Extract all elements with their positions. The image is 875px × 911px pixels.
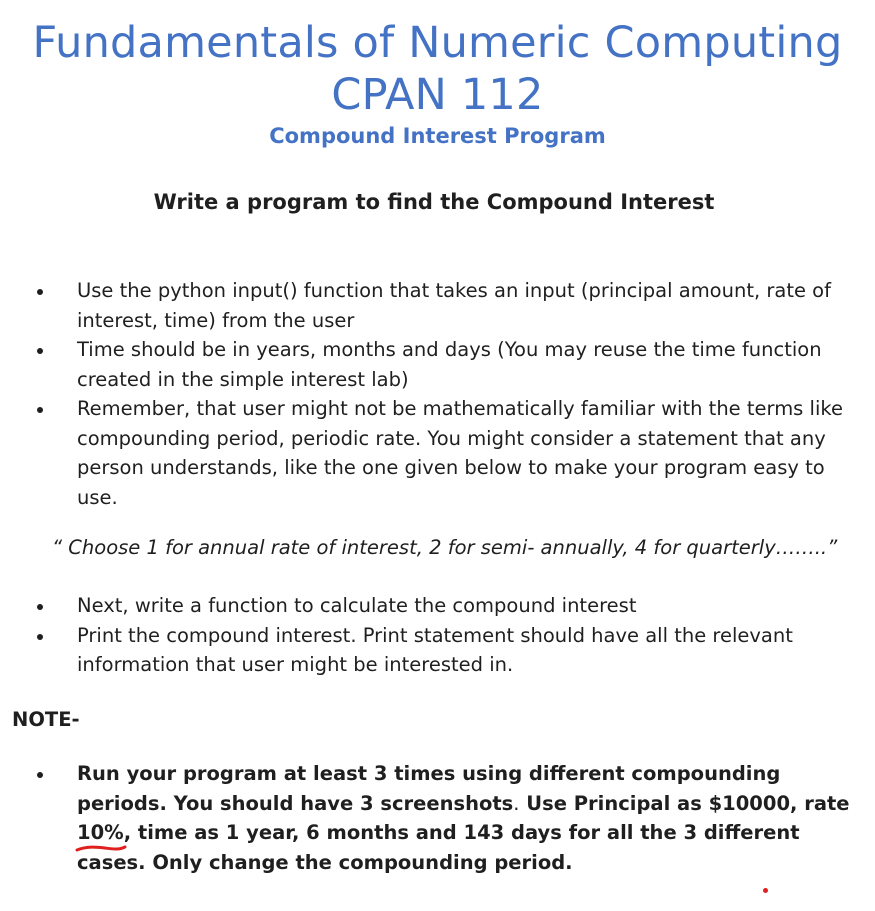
note-list (0, 759, 875, 877)
task-heading: Write a program to find the Compound Interest (153, 190, 715, 214)
list-item (0, 759, 875, 877)
list-item (0, 394, 875, 512)
requirements-list (0, 276, 875, 512)
list-item-text: Use the python input() function that takes an input (principal amount, rate of interest, time) from the user (77, 279, 831, 332)
bullet-icon (37, 604, 43, 610)
program-subtitle: Compound Interest Program (269, 124, 606, 148)
list-item (0, 591, 875, 621)
note-label: NOTE- (12, 708, 80, 731)
note-text-part1: Run your program at least 3 times using different compounding periods. You should have 3 screenshots (77, 762, 781, 815)
list-item-text: Time should be in years, months and days (You may reuse the time function created in the simple interest lab) (77, 338, 822, 391)
bullet-icon (37, 634, 43, 640)
list-item-text: Remember, that user might not be mathematically familiar with the terms like compounding period, periodic rate. You might consider a statement that any person understands, like the one given below to make your program easy to use. (77, 397, 843, 509)
bullet-icon (37, 407, 43, 413)
note-text-part3: , time as 1 year, 6 months and 143 days for all the 3 different cases. Only change the compounding period. (77, 821, 800, 874)
course-title: Fundamentals of Numeric Computing (32, 18, 843, 68)
rate-value-text: 10% (77, 821, 124, 844)
list-item (0, 276, 875, 335)
example-prompt: “ Choose 1 for annual rate of interest, 2 for semi- annually, 4 for quarterly……..” (52, 536, 838, 559)
next-steps-list (0, 591, 875, 680)
course-code: CPAN 112 (331, 70, 544, 120)
bullet-icon (37, 772, 43, 778)
rate-value (77, 818, 124, 848)
note-text-part2-lead: . (513, 791, 520, 815)
list-item-text: Next, write a function to calculate the compound interest (77, 594, 637, 617)
bullet-icon (37, 348, 43, 354)
note-text-part2: Use Principal as $10000, rate (519, 791, 850, 815)
bullet-icon (37, 289, 43, 295)
red-annotation-dot (763, 888, 768, 893)
list-item-text: Print the compound interest. Print statement should have all the relevant information that user might be interested in. (77, 623, 793, 676)
list-item (0, 335, 875, 394)
list-item (0, 621, 875, 680)
